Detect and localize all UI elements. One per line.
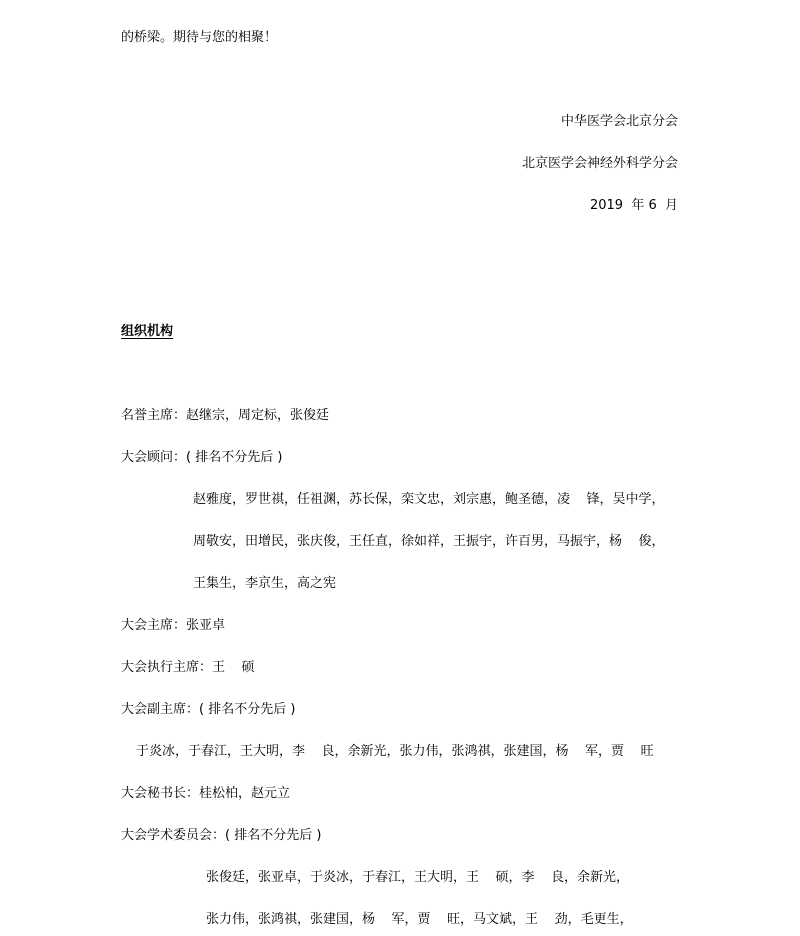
advisors-line: 王集生，李京生，高之宪 [193, 576, 337, 591]
signature-org-neurosurgery-branch: 北京医学会神经外科学分会 [521, 156, 678, 171]
advisors-line: 周敬安，田增民，张庆俊，王任直，徐如祥，王振宇，许百男，马振宇，杨 俊， [193, 534, 665, 549]
academic-committee-line: 张俊廷，张亚卓，于炎冰，于春江，王大明，王 硕，李 良，余新光， [206, 870, 630, 885]
section-title: 组织机构 [121, 324, 174, 339]
signature-date: 2019 年 6 月 [589, 198, 678, 213]
academic-committee-line: 张力伟，张鸿祺，张建国，杨 军，贾 旺，马文斌，王 劲，毛更生， [206, 912, 633, 927]
conference-chair: 大会主席：张亚卓 [121, 618, 226, 633]
honorary-chair: 名誉主席：赵继宗，周定标，张俊廷 [121, 408, 330, 423]
signature-org-beijing-branch: 中华医学会北京分会 [560, 114, 678, 129]
academic-committee-label: 大会学术委员会：( 排名不分先后 ) [121, 828, 322, 843]
vice-chairs-label: 大会副主席：( 排名不分先后 ) [121, 702, 296, 717]
vice-chairs-line: 于炎冰，于春江，王大明，李 良，余新光，张力伟，张鸿祺，张建国，杨 军，贾 旺 [136, 744, 654, 759]
closing-line: 的桥梁。期待与您的相聚！ [121, 30, 278, 45]
executive-chair: 大会执行主席：王 硕 [121, 660, 255, 675]
advisors-label: 大会顾问：( 排名不分先后 ) [121, 450, 283, 465]
advisors-line: 赵雅度，罗世祺，任祖渊，苏长保，栾文忠，刘宗惠，鲍圣德，凌 锋，吴中学， [193, 492, 665, 507]
secretary-general: 大会秘书长：桂松柏，赵元立 [121, 786, 291, 801]
